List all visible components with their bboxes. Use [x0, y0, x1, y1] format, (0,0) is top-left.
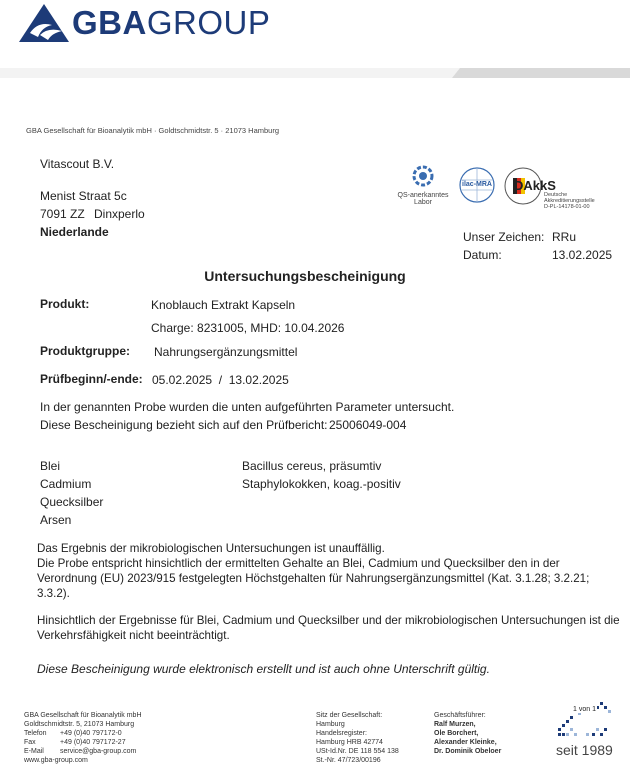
- gba-logo: [18, 2, 270, 44]
- param-item: Cadmium: [40, 477, 92, 491]
- since-label: seit 1989: [556, 742, 613, 758]
- reference-label: Unser Zeichen:: [463, 230, 545, 244]
- recipient-city: Dinxperlo: [94, 207, 145, 221]
- dakks-sublabel: Deutsche Akkreditierungsstelle D-PL-14178-01-00: [544, 192, 595, 210]
- qs-logo-icon: [410, 162, 436, 190]
- param-item: Quecksilber: [40, 495, 104, 509]
- test-period-label: Prüfbeginn/-ende:: [40, 372, 143, 386]
- dakks-label: DAkkS: [514, 178, 556, 193]
- recipient-name: Vitascout B.V.: [40, 157, 115, 171]
- param-item: Staphylokokken, koag.-positiv: [242, 477, 401, 491]
- param-item: Bacillus cereus, präsumtiv: [242, 459, 382, 473]
- param-item: Arsen: [40, 513, 72, 527]
- footer-registration: Sitz der Gesellschaft: Hamburg Handelsregister: Hamburg HRB 42774 USt-Id.Nr. DE 118 554 138 St.-Nr. 47/723/00196: [316, 712, 399, 764]
- test-period-value: 05.02.2025 / 13.02.2025: [152, 373, 289, 387]
- logo-wordmark: GBAGROUP: [72, 4, 271, 41]
- date-value: 13.02.2025: [552, 248, 613, 262]
- electronic-note: Diese Bescheinigung wurde elektronisch erstellt und ist auch ohne Unterschrift gültig.: [37, 662, 490, 676]
- recipient-postcode: 7091 ZZ: [40, 207, 85, 221]
- recipient-country: Niederlande: [40, 225, 109, 239]
- header-band: [0, 68, 630, 78]
- document-title: Untersuchungsbescheinigung: [204, 268, 406, 284]
- recipient-street: Menist Straat 5c: [40, 189, 127, 203]
- result-paragraph-1: Das Ergebnis der mikrobiologischen Untersuchungen ist unauffällig. Die Probe entspricht hinsichtlich der ermittelten Gehalte an Blei, Cadmium und Quecksilber den in der Verordnung (EU) 2023/915 festgelegten Höchstgehalten für Nahrungsergänzungsmittel (Kat. 3.1.28; 3.2.21; 3.3.2).: [37, 542, 590, 600]
- date-label: Datum:: [463, 248, 502, 262]
- intro-line-2-label: Diese Bescheinigung bezieht sich auf den Prüfbericht:: [40, 418, 328, 432]
- product-label: Produkt:: [40, 297, 90, 311]
- qs-label: QS-anerkanntes Labor: [397, 192, 449, 206]
- sender-address-line: GBA Gesellschaft für Bioanalytik mbH · Goldtschmidtstr. 5 · 21073 Hamburg: [26, 126, 280, 135]
- footer-company: GBA Gesellschaft für Bioanalytik mbH Goldtschmidtstr. 5, 21073 Hamburg Telefon +49 (0)40 797172-0 Fax +49 (0)40 797172-27 E-Mail service@gba-group.com www.gba-group.com: [24, 712, 142, 764]
- param-item: Blei: [40, 459, 61, 473]
- charge-value: Charge: 8231005, MHD: 10.04.2026: [151, 321, 345, 335]
- report-number: 25006049-004: [329, 418, 407, 432]
- result-paragraph-2: Hinsichtlich der Ergebnisse für Blei, Cadmium und Quecksilber und der mikrobiologischen Untersuchungen ist die Verkehrsfähigkeit nicht beeinträchtigt.: [37, 614, 620, 642]
- product-group-value: Nahrungsergänzungsmittel: [154, 345, 298, 359]
- intro-line-1: In der genannten Probe wurden die unten aufgeführten Parameter untersucht.: [40, 400, 455, 414]
- ilac-mra-label: ilac-MRA: [462, 181, 492, 188]
- reference-value: RRu: [552, 230, 577, 244]
- gba-logo-mark-icon: [18, 3, 70, 43]
- product-value: Knoblauch Extrakt Kapseln: [151, 298, 296, 312]
- product-group-label: Produktgruppe:: [40, 344, 130, 358]
- footer-management: Geschäftsführer: Ralf Murzen, Ole Borchert, Alexander Kleinke, Dr. Dominik Obeloer: [434, 712, 502, 755]
- seal-label: 1 von 1: [573, 706, 596, 713]
